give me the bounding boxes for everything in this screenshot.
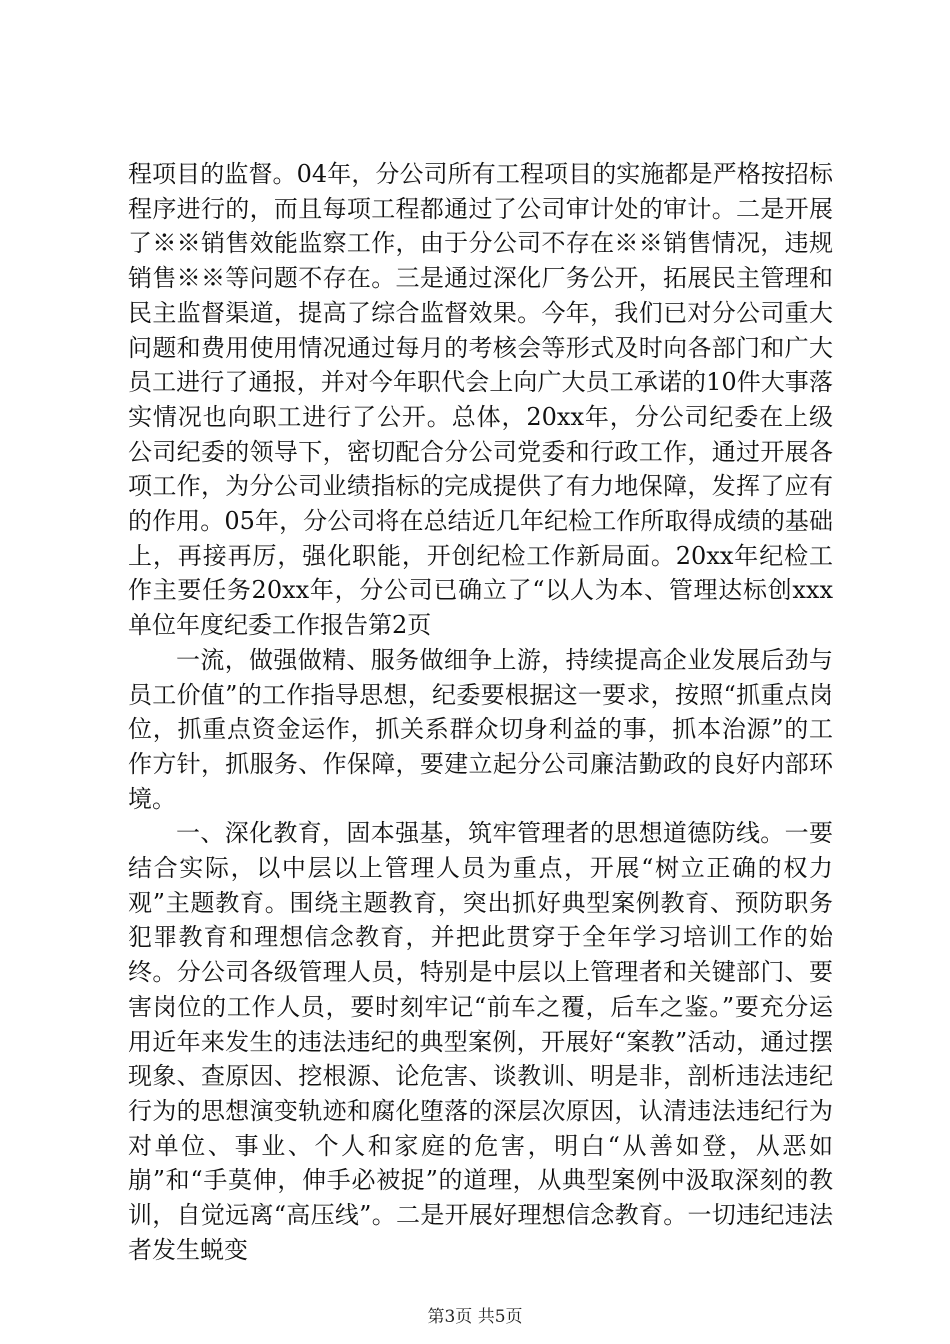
paragraph-guiding-idea: 一流，做强做精、服务做细争上游，持续提高企业发展后劲与员工价值”的工作指导思想，纪委要根据这一要求，按照“抓重点岗位，抓重点资金运作，抓关系群众切身利益的事，抓本治源”的工作方针，抓服务、作保障，要建立起分公司廉洁勤政的良好内部环境。 [128,645,833,813]
paragraph-education: 一、深化教育，固本强基，筑牢管理者的思想道德防线。一要结合实际，以中层以上管理人员为重点，开展“树立正确的权力观”主题教育。围绕主题教育，突出抓好典型案例教育、预防职务犯罪教育和理想信念教育，并把此贯穿于全年学习培训工作的始终。分公司各级管理人员，特别是中层以上管理者和关键部门、要害岗位的工作人员，要时刻牢记“前车之覆，后车之鉴。”要充分运用近年来发生的违法违纪的典型案例，开展好“案教”活动，通过摆现象、查原因、挖根源、论危害、谈教训、明是非，剖析违法违纪行为的思想演变轨迹和腐化堕落的深层次原因，认清违法违纪行为对单位、事业、个人和家庭的危害，明白“从善如登，从恶如崩”和“手莫伸，伸手必被捉”的道理，从典型案例中汲取深刻的教训，自觉远离“高压线”。二是开展好理想信念教育。一切违纪违法者发生蜕变 [128,819,833,1264]
page-footer: 第3页 共5页 [427,1307,523,1327]
paragraph-continuation: 程项目的监督。04年，分公司所有工程项目的实施都是严格按招标程序进行的，而且每项工程都通过了公司审计处的审计。二是开展了※※销售效能监察工作，由于分公司不存在※※销售情况，违规销售※※等问题不存在。三是通过深化厂务公开，拓展民主管理和民主监督渠道，提高了综合监督效果。今年，我们已对分公司重大问题和费用使用情况通过每月的考核会等形式及时向各部门和广大员工进行了通报，并对今年职代会上向广大员工承诺的10件大事落实情况也向职工进行了公开。总体，20xx年，分公司纪委在上级公司纪委的领导下，密切配合分公司党委和行政工作，通过开展各项工作，为分公司业绩指标的完成提供了有力地保障，发挥了应有的作用。05年，分公司将在总结近几年纪检工作所取得成绩的基础上，再接再厉，强化职能，开创纪检工作新局面。20xx年纪检工作主要任务20xx年，分公司已确立了“以人为本、管理达标创xxx单位年度纪委工作报告第2页 [128,160,833,640]
document-body [128,157,833,1268]
